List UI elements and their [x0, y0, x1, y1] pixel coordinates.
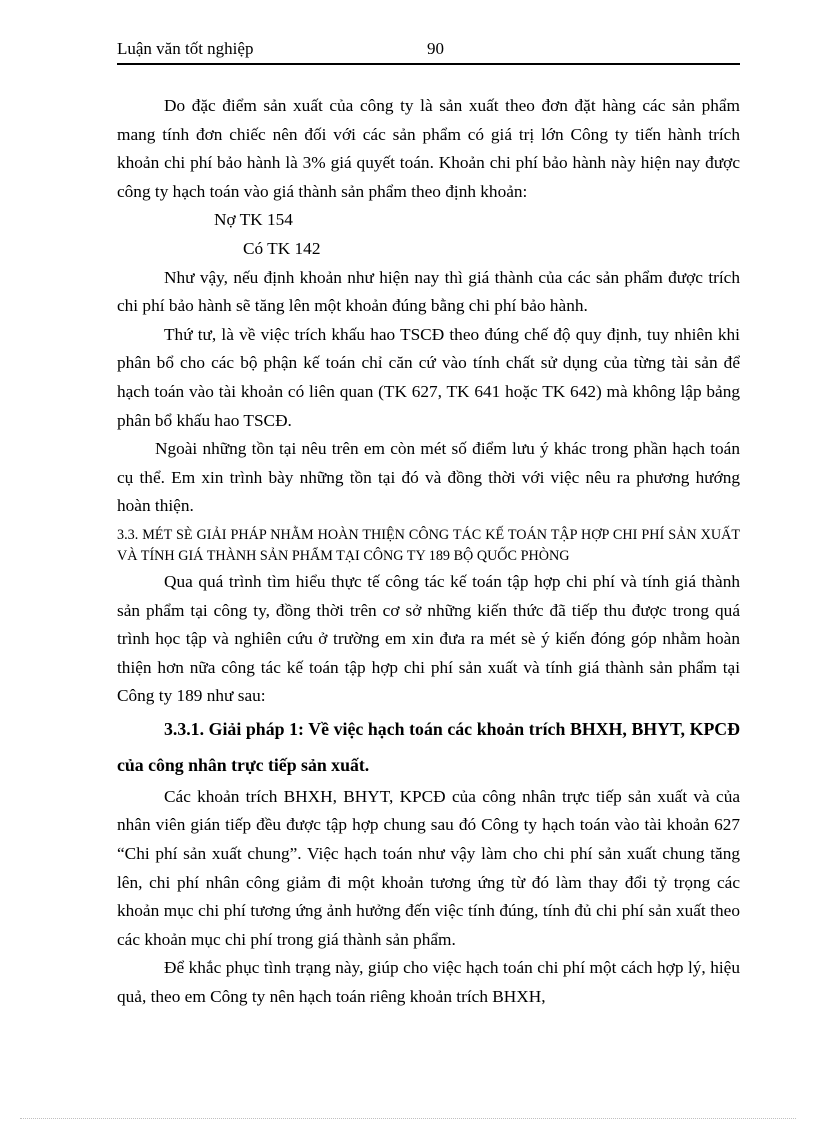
section-heading: 3.3. MÉT SÈ GIẢI PHÁP NHẰM HOÀN THIỆN CÔNG TÁC KẾ TOÁN TẬP HỢP CHI PHÍ SẢN XUẤT VÀ TÍNH GIÁ THÀNH SẢN PHẨM TẠI CÔNG TY 189 BỘ QUỐC PHÒNG — [117, 526, 740, 564]
paragraph: Thứ tư, là về việc trích khấu hao TSCĐ theo đúng chế độ quy định, tuy nhiên khi phân bổ cho các bộ phận kế toán chỉ căn cứ vào tính chất sử dụng của từng tài sản để hạch toán vào tài khoản có liên quan (TK 627, TK 641 hoặc TK 642) mà không lập bảng phân bổ khấu hao TSCĐ. — [117, 324, 740, 430]
page-bottom-divider — [20, 1118, 796, 1119]
page-number: 90 — [427, 39, 444, 58]
paragraph: Các khoản trích BHXH, BHYT, KPCĐ của công nhân trực tiếp sản xuất và của nhân viên gián tiếp đều được tập hợp chung sau đó Công ty hạch toán vào tài khoản 627 “Chi phí sản xuất chung”. Việc hạch toán như vậy làm cho chi phí sản xuất chung tăng lên, chi phí nhân công giảm đi một khoản tương ứng từ đó làm thay đổi tỷ trọng các khoản mục chi phí tương ứng ảnh hưởng đến việc tính đúng, tính đủ chi phí sản xuất theo các khoản mục chi phí trong giá thành sản phẩm. — [117, 786, 740, 949]
paragraph: Do đặc điểm sản xuất của công ty là sản xuất theo đơn đặt hàng các sản phẩm mang tính đơn chiếc nên đối với các sản phẩm có giá trị lớn Công ty tiến hành trích khoản chi phí bảo hành là 3% giá quyết toán. Khoản chi phí bảo hành này hiện nay được công ty hạch toán vào giá thành sản phẩm theo định khoản: — [117, 96, 740, 201]
paragraph: Ngoài những tồn tại nêu trên em còn mét số điểm lưu ý khác trong phần hạch toán cụ thể. Em xin trình bày những tồn tại đó và đồng thời với việc nêu ra phương hướng hoàn thiện. — [117, 439, 740, 516]
paragraph: Như vậy, nếu định khoản như hiện nay thì giá thành của các sản phẩm được trích chi phí bảo hành sẽ tăng lên một khoản đúng bằng chi phí bảo hành. — [117, 267, 740, 316]
paragraph: Qua quá trình tìm hiểu thực tế công tác kế toán tập hợp chi phí và tính giá thành sản phẩm tại công ty, đồng thời trên cơ sở những kiến thức đã tiếp thu được trong quá trình học tập và nghiên cứu ở trường em xin đưa ra mét sè ý kiến đóng góp nhằm hoàn thiện hơn nữa công tác kế toán tập hợp chi phí sản xuất và tính giá thành sản phẩm tại Công ty 189 như sau: — [117, 571, 740, 706]
paragraph: Để khắc phục tình trạng này, giúp cho việc hạch toán chi phí một cách hợp lý, hiệu quả, theo em Công ty nên hạch toán riêng khoản trích BHXH, — [117, 958, 740, 1007]
accounting-entry-debit: Nợ TK 154 — [214, 210, 293, 230]
subsection-heading: 3.3.1. Giải pháp 1: Về việc hạch toán các khoản trích BHXH, BHYT, KPCĐ của công nhân trực tiếp sản xuất. — [117, 718, 740, 775]
document-body — [117, 92, 740, 1012]
page-header — [117, 37, 740, 65]
accounting-entry-credit: Có TK 142 — [243, 238, 321, 258]
header-title: Luận văn tốt nghiệp — [117, 39, 254, 58]
